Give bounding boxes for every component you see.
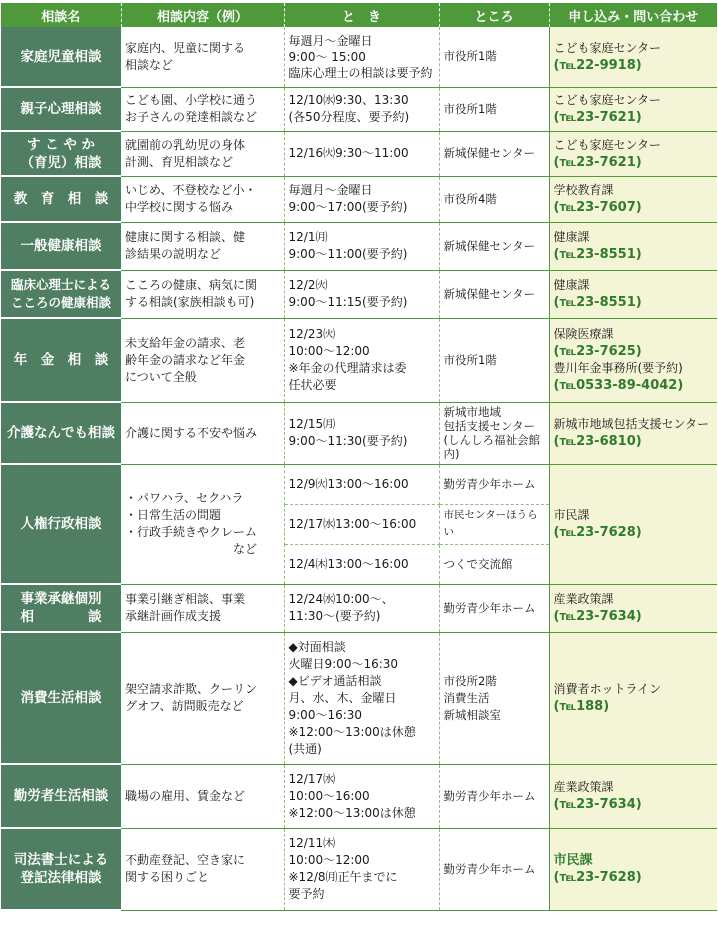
consultation-place: 市役所1階 bbox=[439, 87, 549, 131]
contact-tel[interactable]: (℡23-8551) bbox=[553, 295, 642, 310]
contact-tel-secondary[interactable]: (℡0533-89-4042) bbox=[553, 378, 684, 393]
consultation-time: 12/11㈭ 10:00～12:00 ※12/8㈪正午までに 要予約 bbox=[284, 828, 439, 910]
contact-org-secondary: 豊川年金事務所(要予約) bbox=[553, 361, 683, 375]
contact-org: 市民課 bbox=[553, 508, 590, 522]
consultation-time: 毎週月～金曜日 9:00～ 15:00 臨床心理士の相談は要予約 bbox=[284, 27, 439, 87]
contact-org: 健康課 bbox=[553, 278, 590, 292]
consultation-time: 12/1㈪ 9:00～11:00(要予約) bbox=[284, 222, 439, 270]
consultation-time: 12/17㈬ 10:00～16:00 ※12:00～13:00は休憩 bbox=[284, 764, 439, 828]
table-row bbox=[1, 632, 717, 764]
consultation-name: 親子心理相談 bbox=[1, 87, 121, 131]
consultation-content: 家庭内、児童に関する 相談など bbox=[121, 27, 284, 87]
consultation-place: 新城保健センター bbox=[439, 222, 549, 270]
contact-tel[interactable]: (℡23-7634) bbox=[553, 609, 642, 624]
header-consultation-name: 相談名 bbox=[1, 3, 121, 27]
table-header-row bbox=[1, 3, 717, 27]
consultation-place: 市役所4階 bbox=[439, 176, 549, 222]
consultation-content: こころの健康、病気に関 する相談(家族相談も可) bbox=[121, 270, 284, 318]
contact-cell bbox=[549, 402, 717, 464]
consultation-time: 12/23㈫ 10:00～12:00 ※年金の代理請求は委 任状必要 bbox=[284, 318, 439, 402]
consultation-time: 12/24㈬10:00～、 11:30～(要予約) bbox=[284, 584, 439, 632]
contact-tel[interactable]: (℡23-7628) bbox=[553, 870, 642, 885]
contact-tel[interactable]: (℡23-6810) bbox=[553, 434, 642, 449]
consultation-content: こども園、小学校に通う お子さんの発達相談など bbox=[121, 87, 284, 131]
consultation-name: 事業承継個別 相 談 bbox=[1, 584, 121, 632]
contact-cell bbox=[549, 87, 717, 131]
contact-org: 消費者ホットライン bbox=[553, 682, 662, 696]
contact-cell bbox=[549, 176, 717, 222]
consultation-name: 司法書士による 登記法律相談 bbox=[1, 828, 121, 910]
table-row bbox=[1, 584, 717, 632]
contact-tel[interactable]: (℡23-7634) bbox=[553, 797, 642, 812]
contact-org: 市民課 bbox=[553, 853, 593, 868]
contact-tel[interactable]: (℡23-7628) bbox=[553, 525, 642, 540]
consultation-content: 事業引継ぎ相談、事業 承継計画作成支援 bbox=[121, 584, 284, 632]
contact-tel[interactable]: (℡188) bbox=[553, 699, 610, 714]
session-time: 12/9㈫13:00～16:00 bbox=[284, 464, 439, 504]
consultation-name: 一般健康相談 bbox=[1, 222, 121, 270]
table-row bbox=[1, 131, 717, 176]
consultation-time: 12/10㈬9:30、13:30 (各50分程度、要予約) bbox=[284, 87, 439, 131]
contact-cell bbox=[549, 318, 717, 402]
contact-org: 産業政策課 bbox=[553, 592, 614, 606]
consultation-place: 新城市地域 包括支援センター (しんしろ福祉会館内) bbox=[439, 402, 549, 464]
consultation-name: 消費生活相談 bbox=[1, 632, 121, 764]
session-place: 市民センターほうらい bbox=[439, 504, 549, 544]
contact-org: 健康課 bbox=[553, 230, 590, 244]
consultation-name: 教 育 相 談 bbox=[1, 176, 121, 222]
consultation-content: 未支給年金の請求、老 齢年金の請求など年金 について全般 bbox=[121, 318, 284, 402]
contact-org: 新城市地域包括支援センター bbox=[553, 417, 710, 431]
consultation-place: 勤労青少年ホーム bbox=[439, 584, 549, 632]
consultation-name: 年 金 相 談 bbox=[1, 318, 121, 402]
contact-org: 保険医療課 bbox=[553, 327, 614, 341]
contact-org: 産業政策課 bbox=[553, 780, 614, 794]
consultation-place: 新城保健センター bbox=[439, 270, 549, 318]
consultation-content: 介護に関する不安や悩み bbox=[121, 402, 284, 464]
consultation-name: す こ や か （育児）相談 bbox=[1, 131, 121, 176]
contact-cell bbox=[549, 828, 717, 910]
table-row bbox=[1, 318, 717, 402]
consultation-name: 介護なんでも相談 bbox=[1, 402, 121, 464]
contact-org: 学校教育課 bbox=[553, 183, 614, 197]
consultation-content: 不動産登記、空き家に 関する困りごと bbox=[121, 828, 284, 910]
contact-tel[interactable]: (℡23-7625) bbox=[553, 344, 642, 359]
header-place: ところ bbox=[439, 3, 549, 27]
table-row bbox=[1, 27, 717, 87]
consultation-place: 新城保健センター bbox=[439, 131, 549, 176]
consultation-content: ・パワハラ、セクハラ ・日常生活の問題 ・行政手続きやクレーム など bbox=[121, 464, 284, 584]
table-row bbox=[1, 828, 717, 910]
table-row bbox=[1, 764, 717, 828]
session-time: 12/4㈭13:00～16:00 bbox=[284, 544, 439, 584]
contact-cell bbox=[549, 222, 717, 270]
contact-cell bbox=[549, 632, 717, 764]
consultation-place: 市役所1階 bbox=[439, 318, 549, 402]
contact-cell bbox=[549, 131, 717, 176]
contact-org: こども家庭センター bbox=[553, 40, 662, 55]
consultation-content: いじめ、不登校など小・ 中学校に関する悩み bbox=[121, 176, 284, 222]
consultation-content: 健康に関する相談、健 診結果の説明など bbox=[121, 222, 284, 270]
consultation-schedule bbox=[0, 3, 718, 945]
consultation-time: 12/15㈪ 9:00～11:30(要予約) bbox=[284, 402, 439, 464]
contact-tel[interactable]: (℡23-7607) bbox=[553, 200, 642, 215]
consultation-content: 架空請求詐欺、クーリン グオフ、訪問販売など bbox=[121, 632, 284, 764]
table-row bbox=[1, 464, 717, 504]
table-row bbox=[1, 176, 717, 222]
session-place: 勤労青少年ホーム bbox=[439, 464, 549, 504]
session-place: つくで交流館 bbox=[439, 544, 549, 584]
table-row bbox=[1, 222, 717, 270]
contact-org: こども家庭センター bbox=[553, 137, 662, 152]
contact-tel[interactable]: (℡23-7621) bbox=[553, 110, 642, 125]
consultation-content: 職場の雇用、賃金など bbox=[121, 764, 284, 828]
consultation-time: 12/2㈫ 9:00～11:15(要予約) bbox=[284, 270, 439, 318]
consultation-time: ◆対面相談 火曜日9:00～16:30 ◆ビデオ通話相談 月、水、木、金曜日 9:00～16:30 ※12:00～13:00は休憩 (共通) bbox=[284, 632, 439, 764]
header-content-example: 相談内容（例） bbox=[121, 3, 284, 27]
consultation-name: 勤労者生活相談 bbox=[1, 764, 121, 828]
consultation-place: 勤労青少年ホーム bbox=[439, 828, 549, 910]
consultation-name: 人権行政相談 bbox=[1, 464, 121, 584]
contact-tel[interactable]: (℡23-7621) bbox=[553, 154, 642, 170]
contact-tel[interactable]: (℡23-8551) bbox=[553, 247, 642, 262]
contact-cell bbox=[549, 764, 717, 828]
consultation-time: 毎週月～金曜日 9:00～17:00(要予約) bbox=[284, 176, 439, 222]
consultation-place: 勤労青少年ホーム bbox=[439, 764, 549, 828]
contact-cell bbox=[549, 464, 717, 584]
consultation-place: 市役所2階 消費生活 新城相談室 bbox=[439, 632, 549, 764]
session-time: 12/17㈬13:00～16:00 bbox=[284, 504, 439, 544]
consultation-time: 12/16㈫9:30～11:00 bbox=[284, 131, 439, 176]
table-row bbox=[1, 402, 717, 464]
header-time: と き bbox=[284, 3, 439, 27]
consultation-name: 家庭児童相談 bbox=[1, 27, 121, 87]
contact-org: こども家庭センター bbox=[553, 93, 662, 107]
contact-cell bbox=[549, 27, 717, 87]
consultation-table bbox=[1, 3, 717, 911]
contact-cell bbox=[549, 270, 717, 318]
consultation-name: 臨床心理士による こころの健康相談 bbox=[1, 270, 121, 318]
consultation-place: 市役所1階 bbox=[439, 27, 549, 87]
table-row bbox=[1, 87, 717, 131]
table-row bbox=[1, 270, 717, 318]
contact-cell bbox=[549, 584, 717, 632]
contact-tel[interactable]: (℡22-9918) bbox=[553, 57, 642, 73]
header-contact: 申し込み・問い合わせ bbox=[549, 3, 717, 27]
consultation-content: 就園前の乳幼児の身体 計測、育児相談など bbox=[121, 131, 284, 176]
